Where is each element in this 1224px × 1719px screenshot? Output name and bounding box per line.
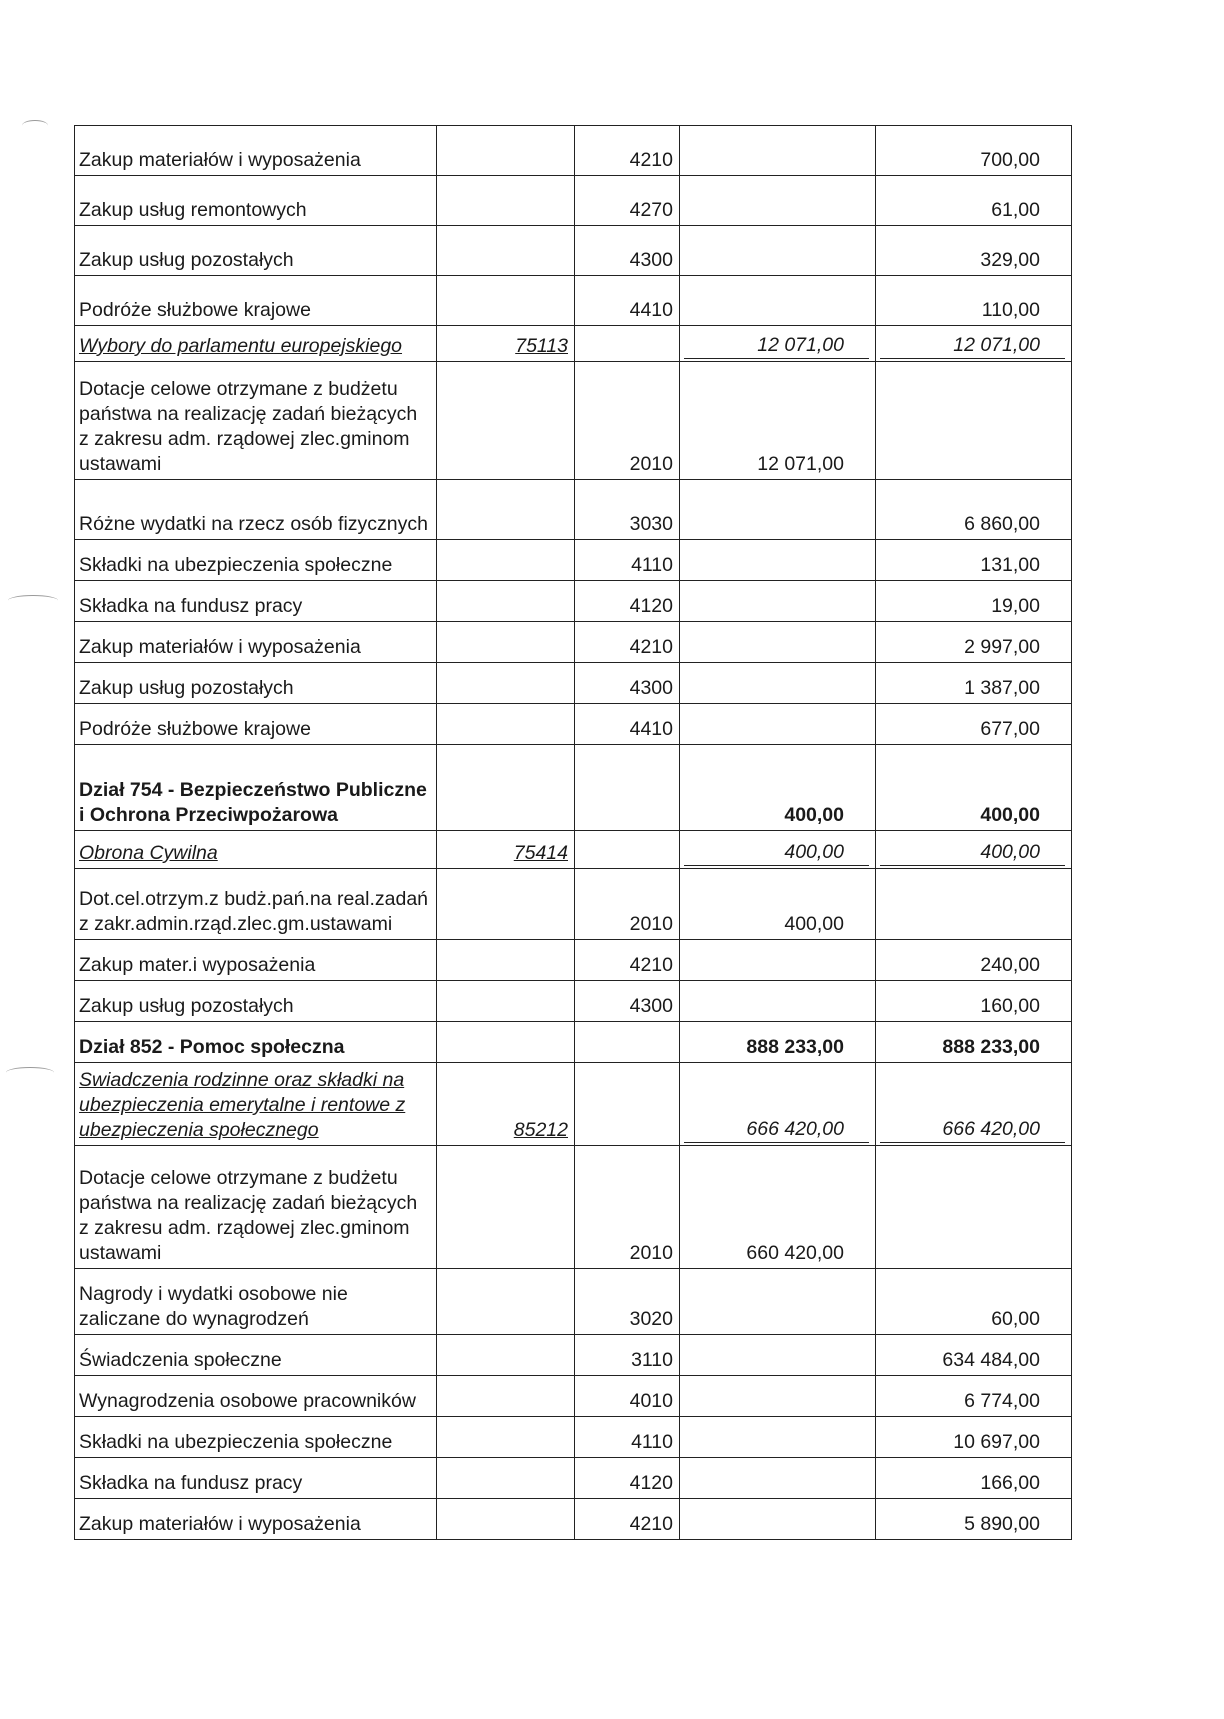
row-name-cell: Dział 852 - Pomoc społeczna <box>75 1022 437 1063</box>
row-income-cell: 888 233,00 <box>680 1022 876 1063</box>
row-name-cell: Zakup usług pozostałych <box>75 226 437 276</box>
row-name-cell: Nagrody i wydatki osobowe nie zaliczane do wynagrodzeń <box>75 1269 437 1335</box>
table-row <box>75 1376 1072 1417</box>
row-paragraph-cell: 4120 <box>575 581 680 622</box>
row-expense-cell: 400,00 <box>876 745 1072 831</box>
row-expense-cell: 5 890,00 <box>876 1499 1072 1540</box>
subsection-row <box>75 326 1072 362</box>
table-row <box>75 981 1072 1022</box>
row-name-cell: Składka na fundusz pracy <box>75 581 437 622</box>
row-paragraph-cell: 2010 <box>575 1146 680 1269</box>
budget-table-body <box>75 126 1072 1540</box>
row-income-cell <box>680 226 876 276</box>
row-chapter-cell <box>437 362 575 480</box>
row-paragraph-cell: 4210 <box>575 126 680 176</box>
row-income-cell <box>680 704 876 745</box>
row-name-cell: Podróże służbowe krajowe <box>75 276 437 326</box>
table-row <box>75 540 1072 581</box>
subsection-row <box>75 831 1072 869</box>
row-income-cell <box>680 1063 876 1146</box>
row-chapter-cell <box>437 276 575 326</box>
row-paragraph-cell: 4410 <box>575 704 680 745</box>
row-income-cell <box>680 540 876 581</box>
row-income-cell <box>680 663 876 704</box>
row-income-cell: 12 071,00 <box>680 362 876 480</box>
row-income-cell <box>680 480 876 540</box>
row-paragraph-cell: 2010 <box>575 362 680 480</box>
table-row <box>75 581 1072 622</box>
row-paragraph-cell: 4010 <box>575 1376 680 1417</box>
row-name-cell: Dotacje celowe otrzymane z budżetu państwa na realizację zadań bieżących z zakresu adm. rządowej zlec.gminom ustawami <box>75 362 437 480</box>
table-row <box>75 480 1072 540</box>
table-row <box>75 622 1072 663</box>
row-chapter-cell <box>437 622 575 663</box>
row-chapter-cell: 75414 <box>437 831 575 869</box>
row-name-cell: Składki na ubezpieczenia społeczne <box>75 1417 437 1458</box>
row-name-cell: Dot.cel.otrzym.z budż.pań.na real.zadań z zakr.admin.rząd.zlec.gm.ustawami <box>75 869 437 940</box>
row-expense-cell <box>876 869 1072 940</box>
row-chapter-cell: 85212 <box>437 1063 575 1146</box>
row-paragraph-cell: 4120 <box>575 1458 680 1499</box>
subsection-row <box>75 1063 1072 1146</box>
row-chapter-cell <box>437 1417 575 1458</box>
row-income-cell <box>680 276 876 326</box>
table-row <box>75 1417 1072 1458</box>
table-row <box>75 362 1072 480</box>
row-chapter-cell <box>437 1499 575 1540</box>
row-expense-value: 12 071,00 <box>880 333 1065 359</box>
row-chapter-cell <box>437 1458 575 1499</box>
row-chapter-cell <box>437 480 575 540</box>
row-expense-cell: 61,00 <box>876 176 1072 226</box>
row-paragraph-cell: 4210 <box>575 940 680 981</box>
row-paragraph-cell: 4210 <box>575 622 680 663</box>
table-row <box>75 126 1072 176</box>
row-name-cell: Dotacje celowe otrzymane z budżetu państwa na realizację zadań bieżących z zakresu adm. rządowej zlec.gminom ustawami <box>75 1146 437 1269</box>
row-name-cell: Wynagrodzenia osobowe pracowników <box>75 1376 437 1417</box>
row-expense-cell: 677,00 <box>876 704 1072 745</box>
row-name-cell: Wybory do parlamentu europejskiego <box>75 326 437 362</box>
row-name-cell: Zakup usług remontowych <box>75 176 437 226</box>
row-paragraph-cell <box>575 831 680 869</box>
row-paragraph-cell <box>575 745 680 831</box>
row-paragraph-cell: 4300 <box>575 663 680 704</box>
row-expense-cell: 166,00 <box>876 1458 1072 1499</box>
row-chapter-cell <box>437 226 575 276</box>
row-expense-cell: 2 997,00 <box>876 622 1072 663</box>
row-name-cell: Podróże służbowe krajowe <box>75 704 437 745</box>
row-income-cell <box>680 622 876 663</box>
row-income-cell: 660 420,00 <box>680 1146 876 1269</box>
row-expense-cell: 131,00 <box>876 540 1072 581</box>
row-paragraph-cell: 3020 <box>575 1269 680 1335</box>
row-name-cell: Świadczenia społeczne <box>75 1335 437 1376</box>
row-chapter-cell <box>437 1269 575 1335</box>
row-income-cell <box>680 1376 876 1417</box>
row-paragraph-cell: 4300 <box>575 226 680 276</box>
row-paragraph-cell <box>575 326 680 362</box>
row-chapter-cell <box>437 581 575 622</box>
row-income-cell <box>680 1335 876 1376</box>
row-chapter-cell: 75113 <box>437 326 575 362</box>
row-expense-cell: 1 387,00 <box>876 663 1072 704</box>
row-chapter-cell <box>437 126 575 176</box>
row-expense-cell: 634 484,00 <box>876 1335 1072 1376</box>
row-name-cell: Obrona Cywilna <box>75 831 437 869</box>
row-name-cell: Zakup materiałów i wyposażenia <box>75 126 437 176</box>
row-name-cell: Zakup usług pozostałych <box>75 663 437 704</box>
table-row <box>75 226 1072 276</box>
row-expense-cell: 6 774,00 <box>876 1376 1072 1417</box>
table-row <box>75 1458 1072 1499</box>
table-row <box>75 1335 1072 1376</box>
row-income-cell <box>680 831 876 869</box>
row-expense-cell: 700,00 <box>876 126 1072 176</box>
row-income-cell: 400,00 <box>680 745 876 831</box>
row-name-cell: Zakup mater.i wyposażenia <box>75 940 437 981</box>
row-paragraph-cell: 4110 <box>575 1417 680 1458</box>
row-expense-cell: 110,00 <box>876 276 1072 326</box>
row-paragraph-cell: 3110 <box>575 1335 680 1376</box>
row-paragraph-cell: 4270 <box>575 176 680 226</box>
row-chapter-cell <box>437 540 575 581</box>
table-row <box>75 1146 1072 1269</box>
row-paragraph-cell: 4410 <box>575 276 680 326</box>
row-income-cell <box>680 981 876 1022</box>
row-chapter-cell <box>437 940 575 981</box>
row-expense-cell: 329,00 <box>876 226 1072 276</box>
table-row <box>75 940 1072 981</box>
row-income-cell <box>680 1417 876 1458</box>
row-paragraph-cell: 2010 <box>575 869 680 940</box>
row-name-cell: Swiadczenia rodzinne oraz składki na ubezpieczenia emerytalne i rentowe z ubezpieczenia społecznego <box>75 1063 437 1146</box>
row-income-cell <box>680 1458 876 1499</box>
row-expense-value: 666 420,00 <box>880 1117 1065 1143</box>
row-paragraph-cell <box>575 1022 680 1063</box>
row-chapter-cell <box>437 1146 575 1269</box>
table-row <box>75 276 1072 326</box>
row-income-cell <box>680 176 876 226</box>
scan-mark <box>22 120 48 131</box>
row-expense-cell <box>876 1146 1072 1269</box>
table-row <box>75 1269 1072 1335</box>
row-chapter-cell <box>437 176 575 226</box>
table-row <box>75 1499 1072 1540</box>
table-row <box>75 704 1072 745</box>
row-name-cell: Składka na fundusz pracy <box>75 1458 437 1499</box>
table-row <box>75 869 1072 940</box>
row-expense-cell: 240,00 <box>876 940 1072 981</box>
row-income-value: 400,00 <box>684 840 869 866</box>
row-name-cell: Różne wydatki na rzecz osób fizycznych <box>75 480 437 540</box>
section-row <box>75 745 1072 831</box>
row-income-cell <box>680 326 876 362</box>
row-chapter-cell <box>437 869 575 940</box>
row-expense-cell: 160,00 <box>876 981 1072 1022</box>
row-income-cell <box>680 126 876 176</box>
row-chapter-cell <box>437 663 575 704</box>
row-name-cell: Składki na ubezpieczenia społeczne <box>75 540 437 581</box>
row-expense-cell: 10 697,00 <box>876 1417 1072 1458</box>
row-chapter-cell <box>437 745 575 831</box>
row-income-cell <box>680 1499 876 1540</box>
row-income-cell <box>680 581 876 622</box>
table-row <box>75 663 1072 704</box>
row-chapter-cell <box>437 1335 575 1376</box>
row-expense-value: 400,00 <box>880 840 1065 866</box>
row-chapter-cell <box>437 981 575 1022</box>
row-expense-cell <box>876 362 1072 480</box>
row-name-cell: Zakup materiałów i wyposażenia <box>75 1499 437 1540</box>
row-expense-cell: 888 233,00 <box>876 1022 1072 1063</box>
row-name-cell: Zakup usług pozostałych <box>75 981 437 1022</box>
row-paragraph-cell <box>575 1063 680 1146</box>
row-income-cell <box>680 1269 876 1335</box>
budget-table <box>74 125 1072 1540</box>
row-paragraph-cell: 4300 <box>575 981 680 1022</box>
row-income-cell <box>680 940 876 981</box>
row-chapter-cell <box>437 704 575 745</box>
row-expense-cell: 6 860,00 <box>876 480 1072 540</box>
row-name-cell: Dział 754 - Bezpieczeństwo Publiczne i Ochrona Przeciwpożarowa <box>75 745 437 831</box>
row-expense-cell <box>876 831 1072 869</box>
row-expense-cell <box>876 1063 1072 1146</box>
row-paragraph-cell: 3030 <box>575 480 680 540</box>
row-paragraph-cell: 4110 <box>575 540 680 581</box>
row-expense-cell <box>876 326 1072 362</box>
row-chapter-cell <box>437 1376 575 1417</box>
row-paragraph-cell: 4210 <box>575 1499 680 1540</box>
row-chapter-cell <box>437 1022 575 1063</box>
row-income-value: 666 420,00 <box>684 1117 869 1143</box>
scan-mark <box>8 595 58 606</box>
scan-mark <box>6 1067 54 1078</box>
section-row <box>75 1022 1072 1063</box>
row-income-cell: 400,00 <box>680 869 876 940</box>
row-expense-cell: 19,00 <box>876 581 1072 622</box>
row-income-value: 12 071,00 <box>684 333 869 359</box>
table-row <box>75 176 1072 226</box>
row-name-cell: Zakup materiałów i wyposażenia <box>75 622 437 663</box>
row-expense-cell: 60,00 <box>876 1269 1072 1335</box>
